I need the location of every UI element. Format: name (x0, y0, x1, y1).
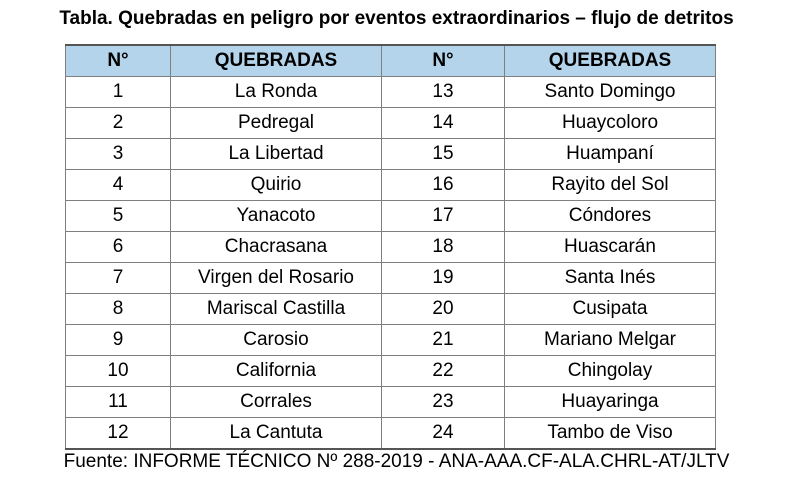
header-quebradas-left: QUEBRADAS (171, 45, 382, 77)
row-number-left: 2 (66, 108, 171, 139)
table-title: Tabla. Quebradas en peligro por eventos extraordinarios – flujo de detritos (59, 8, 734, 29)
row-number-right: 14 (382, 108, 505, 139)
row-quebrada-left: Quirio (171, 170, 382, 201)
row-number-left: 7 (66, 263, 171, 294)
table-row (66, 139, 716, 170)
table-row (66, 356, 716, 387)
row-quebrada-right: Huaycoloro (505, 108, 716, 139)
row-quebrada-left: Corrales (171, 387, 382, 418)
row-quebrada-left: Virgen del Rosario (171, 263, 382, 294)
header-number-right: N° (382, 45, 505, 77)
row-quebrada-right: Huampaní (505, 139, 716, 170)
row-number-left: 5 (66, 201, 171, 232)
row-number-left: 3 (66, 139, 171, 170)
row-quebrada-left: La Libertad (171, 139, 382, 170)
row-number-left: 9 (66, 325, 171, 356)
row-number-left: 11 (66, 387, 171, 418)
table-row (66, 77, 716, 108)
table-row (66, 108, 716, 139)
row-number-left: 12 (66, 418, 171, 450)
row-number-right: 24 (382, 418, 505, 450)
table-row (66, 232, 716, 263)
row-number-left: 6 (66, 232, 171, 263)
row-quebrada-left: Carosio (171, 325, 382, 356)
table-body (66, 77, 716, 450)
table-row (66, 263, 716, 294)
table-row (66, 387, 716, 418)
row-quebrada-left: Yanacoto (171, 201, 382, 232)
row-number-right: 16 (382, 170, 505, 201)
row-quebrada-left: La Ronda (171, 77, 382, 108)
row-quebrada-right: Cusipata (505, 294, 716, 325)
table-row (66, 170, 716, 201)
row-number-right: 20 (382, 294, 505, 325)
row-number-left: 10 (66, 356, 171, 387)
row-number-left: 1 (66, 77, 171, 108)
row-quebrada-right: Santa Inés (505, 263, 716, 294)
row-quebrada-right: Mariano Melgar (505, 325, 716, 356)
header-number-left: N° (66, 45, 171, 77)
table-row (66, 201, 716, 232)
source-note: Fuente: INFORME TÉCNICO Nº 288-2019 - ANA-AAA.CF-ALA.CHRL-AT/JLTV (63, 451, 730, 472)
table-row (66, 418, 716, 450)
row-quebrada-right: Cóndores (505, 201, 716, 232)
row-quebrada-left: La Cantuta (171, 418, 382, 450)
row-number-right: 17 (382, 201, 505, 232)
row-quebrada-right: Huascarán (505, 232, 716, 263)
row-quebrada-right: Chingolay (505, 356, 716, 387)
row-number-right: 23 (382, 387, 505, 418)
row-number-right: 19 (382, 263, 505, 294)
row-quebrada-right: Tambo de Viso (505, 418, 716, 450)
table-header-row (66, 45, 716, 77)
table-row (66, 325, 716, 356)
row-quebrada-left: Pedregal (171, 108, 382, 139)
row-quebrada-right: Santo Domingo (505, 77, 716, 108)
row-number-left: 8 (66, 294, 171, 325)
row-quebrada-right: Huayaringa (505, 387, 716, 418)
row-number-left: 4 (66, 170, 171, 201)
row-number-right: 15 (382, 139, 505, 170)
row-quebrada-left: California (171, 356, 382, 387)
row-number-right: 22 (382, 356, 505, 387)
quebradas-table (65, 44, 716, 450)
row-number-right: 18 (382, 232, 505, 263)
row-quebrada-left: Chacrasana (171, 232, 382, 263)
row-quebrada-right: Rayito del Sol (505, 170, 716, 201)
table-row (66, 294, 716, 325)
row-number-right: 21 (382, 325, 505, 356)
header-quebradas-right: QUEBRADAS (505, 45, 716, 77)
row-quebrada-left: Mariscal Castilla (171, 294, 382, 325)
row-number-right: 13 (382, 77, 505, 108)
